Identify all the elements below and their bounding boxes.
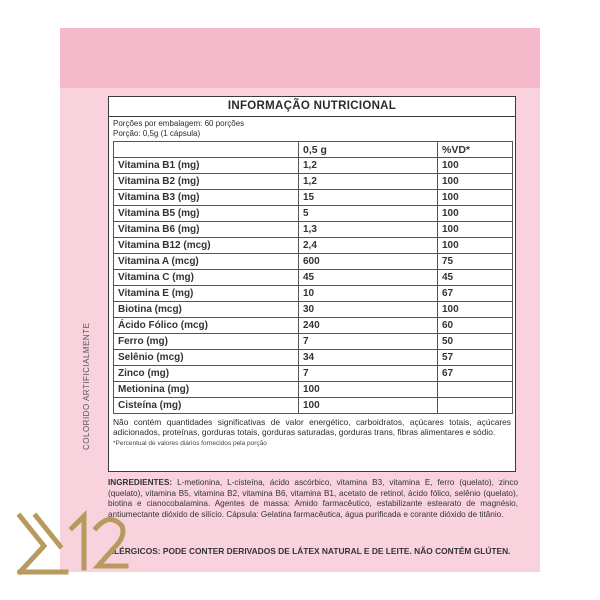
nutrient-vd: 75 [438, 254, 513, 270]
nutrient-vd: 57 [438, 350, 513, 366]
nutrient-amount: 1,2 [299, 158, 438, 174]
nutrient-name: Vitamina B2 (mg) [114, 174, 299, 190]
label-top-strip [60, 28, 540, 88]
header-vd: %VD* [438, 142, 513, 158]
nutrient-amount: 7 [299, 366, 438, 382]
nutrient-vd: 60 [438, 318, 513, 334]
nutrient-name: Vitamina E (mg) [114, 286, 299, 302]
servings-per-pack: Porções por embalagem: 60 porções [113, 119, 245, 128]
table-row [114, 206, 513, 222]
nutrient-amount: 7 [299, 334, 438, 350]
nutrient-vd [438, 398, 513, 414]
nutrient-name: Vitamina A (mcg) [114, 254, 299, 270]
nutrient-name: Ácido Fólico (mcg) [114, 318, 299, 334]
nutrition-table [113, 141, 513, 414]
ingredients-text: L-metionina, L-cisteína, ácido ascórbico, vitamina B3, vitamina E, ferro (quelato), zinco (quelato), vitamina B5, vitamina B2, vitamina B6, vitamina B1, acetato de retinol, ácido fólico, selênio (quelato), biotina e cianocobalamina. Agentes de massa: Amido farmacêutico, estabilizante estearato de magnésio, antiumectante dióxido de silício. Cápsula: Gelatina farmacêutica, água purificada e corante dióxido de titânio. [108, 478, 518, 519]
nutrient-vd: 100 [438, 206, 513, 222]
table-row [114, 238, 513, 254]
table-row [114, 270, 513, 286]
nutrient-vd: 100 [438, 302, 513, 318]
nutrient-vd: 67 [438, 286, 513, 302]
brand-logo-mark-icon [14, 506, 132, 580]
nutrition-panel [108, 96, 516, 472]
nutrient-amount: 34 [299, 350, 438, 366]
nutrient-name: Zinco (mg) [114, 366, 299, 382]
nutrient-vd [438, 382, 513, 398]
header-name [114, 142, 299, 158]
nutrient-amount: 240 [299, 318, 438, 334]
ingredients-label: INGREDIENTES: [108, 478, 173, 487]
table-row [114, 318, 513, 334]
nutrient-name: Vitamina C (mg) [114, 270, 299, 286]
nutrient-name: Cisteína (mg) [114, 398, 299, 414]
table-row [114, 286, 513, 302]
nutrient-name: Vitamina B1 (mg) [114, 158, 299, 174]
serving-info [109, 117, 515, 141]
table-row [114, 190, 513, 206]
nutrient-name: Vitamina B6 (mg) [114, 222, 299, 238]
nutrient-amount: 5 [299, 206, 438, 222]
nutrient-name: Ferro (mg) [114, 334, 299, 350]
header-amount: 0,5 g [299, 142, 438, 158]
nutrient-vd: 100 [438, 238, 513, 254]
nutrient-amount: 1,3 [299, 222, 438, 238]
nutrient-amount: 10 [299, 286, 438, 302]
nutrient-vd: 100 [438, 222, 513, 238]
nutrient-vd: 67 [438, 366, 513, 382]
nutrient-vd: 45 [438, 270, 513, 286]
table-row [114, 366, 513, 382]
table-row [114, 350, 513, 366]
nutrient-name: Selênio (mcg) [114, 350, 299, 366]
nutrient-amount: 15 [299, 190, 438, 206]
table-row [114, 382, 513, 398]
panel-footnote: Não contém quantidades significativas de valor energético, carboidratos, açúcares totais, açúcares adicionados, proteínas, gorduras totais, gorduras saturadas, gorduras trans, fibras alimentares e sódio. [113, 417, 511, 437]
nutrient-vd: 100 [438, 158, 513, 174]
table-row [114, 334, 513, 350]
nutrient-amount: 2,4 [299, 238, 438, 254]
table-row [114, 302, 513, 318]
table-row [114, 222, 513, 238]
nutrient-name: Vitamina B5 (mg) [114, 206, 299, 222]
nutrient-vd: 50 [438, 334, 513, 350]
allergy-warning: ALÉRGICOS: PODE CONTER DERIVADOS DE LÁTEX NATURAL E DE LEITE. NÃO CONTÉM GLÚTEN. [108, 546, 511, 556]
side-text-container [82, 210, 96, 450]
nutrient-name: Vitamina B12 (mcg) [114, 238, 299, 254]
table-row [114, 398, 513, 414]
nutrient-amount: 45 [299, 270, 438, 286]
nutrient-vd: 100 [438, 174, 513, 190]
nutrient-name: Biotina (mcg) [114, 302, 299, 318]
nutrient-amount: 30 [299, 302, 438, 318]
nutrition-table-body [114, 158, 513, 414]
table-row [114, 174, 513, 190]
serving-size: Porção: 0,5g (1 cápsula) [113, 129, 201, 138]
nutrient-vd: 100 [438, 190, 513, 206]
nutrient-name: Vitamina B3 (mg) [114, 190, 299, 206]
table-row [114, 254, 513, 270]
nutrient-amount: 1,2 [299, 174, 438, 190]
nutrient-amount: 100 [299, 382, 438, 398]
nutrient-amount: 100 [299, 398, 438, 414]
table-row [114, 158, 513, 174]
ingredients-block [108, 478, 518, 520]
vd-footnote: *Percentual de valores diários fornecidos pela porção [113, 440, 267, 447]
panel-title: INFORMAÇÃO NUTRICIONAL [109, 97, 515, 117]
side-text: COLORIDO ARTIFICIALMENTE [82, 322, 91, 450]
nutrient-name: Metionina (mg) [114, 382, 299, 398]
table-header-row [114, 142, 513, 158]
nutrient-amount: 600 [299, 254, 438, 270]
